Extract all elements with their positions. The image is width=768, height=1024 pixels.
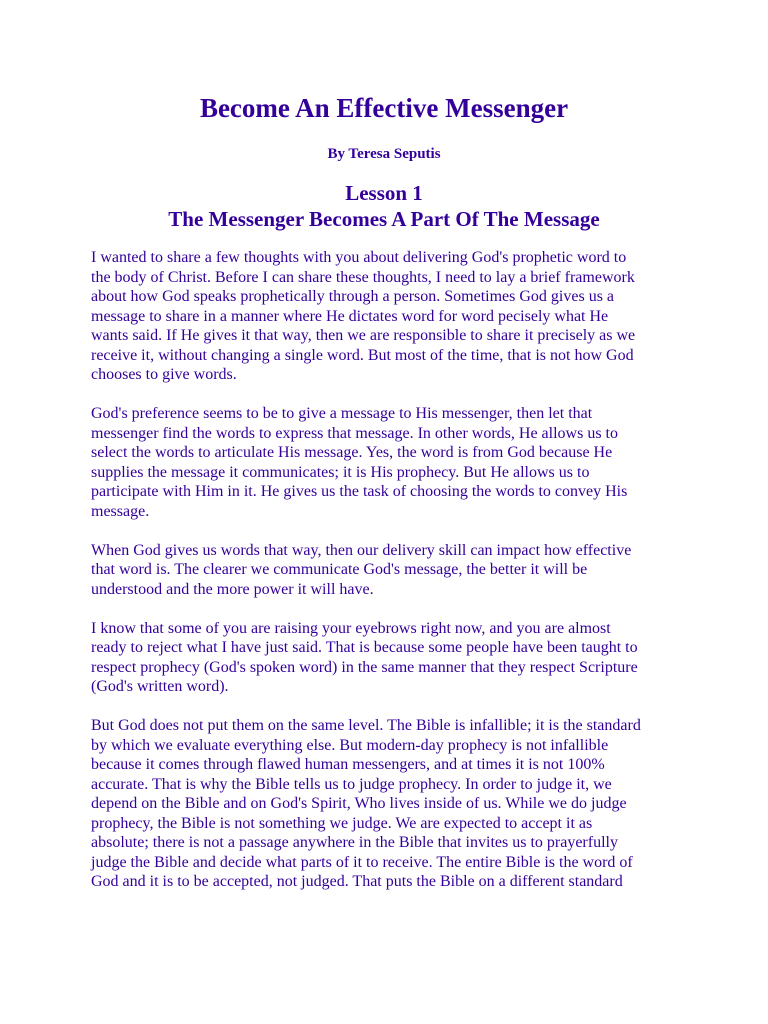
paragraph-line: accurate. That is why the Bible tells us to judge prophecy. In order to judge it, we <box>91 775 612 793</box>
paragraph-line: message. <box>91 502 150 520</box>
paragraph-line: But God does not put them on the same level. The Bible is infallible; it is the standard <box>91 717 641 734</box>
paragraph-line: participate with Him in it. He gives us the task of choosing the words to convey His <box>91 483 628 500</box>
paragraph-line: chooses to give words. <box>91 366 237 383</box>
paragraph-line: depend on the Bible and on God's Spirit, Who lives inside of us. While we do judge <box>91 795 627 812</box>
paragraph-line: because it comes through flawed human messengers, and at times it is not 100% <box>91 756 605 773</box>
paragraph <box>91 248 691 385</box>
paragraph-line: (God's written word). <box>91 678 229 695</box>
paragraph-line: that word is. The clearer we communicate God's message, the better it will be <box>91 561 588 578</box>
paragraph-line: prophecy, the Bible is not something we judge. We are expected to accept it as <box>91 814 593 832</box>
paragraph-line: respect prophecy (God's spoken word) in the same manner that they respect Scripture <box>91 658 638 676</box>
paragraph-line: judge the Bible and decide what parts of it to receive. The entire Bible is the word of <box>91 853 633 871</box>
paragraph-line: supplies the message it communicates; it is His prophecy. But He allows us to <box>91 463 590 481</box>
paragraph-line: the body of Christ. Before I can share these thoughts, I need to lay a brief framework <box>91 268 635 286</box>
paragraph-line: I wanted to share a few thoughts with you about delivering God's prophetic word to <box>91 249 627 266</box>
document-title: Become An Effective Messenger <box>199 93 569 123</box>
paragraph-line: messenger find the words to express that message. In other words, He allows us to <box>91 424 618 442</box>
paragraph-line: God and it is to be accepted, not judged. That puts the Bible on a different standard <box>91 873 623 890</box>
paragraph-line: ready to reject what I have just said. That is because some people have been taught to <box>91 639 638 656</box>
body-text <box>91 248 691 911</box>
paragraph-line: message to share in a manner where He dictates word for word pecisely what He <box>91 307 609 325</box>
paragraph-line: God's preference seems to be to give a message to His messenger, then let that <box>91 405 593 422</box>
paragraph <box>91 716 691 892</box>
paragraph <box>91 404 691 521</box>
paragraph-line: about how God speaks prophetically through a person. Sometimes God gives us a <box>91 288 615 305</box>
paragraph-line: When God gives us words that way, then our delivery skill can impact how effective <box>91 541 632 559</box>
paragraph-line: wants said. If He gives it that way, then we are responsible to share it precisely as we <box>91 327 636 344</box>
paragraph-line: absolute; there is not a passage anywhere in the Bible that invites us to prayerfully <box>91 834 618 851</box>
paragraph-line: understood and the more power it will have. <box>91 580 374 598</box>
paragraph-line: select the words to articulate His message. Yes, the word is from God because He <box>91 444 613 461</box>
author-byline: By Teresa Seputis <box>327 146 441 162</box>
lesson-title: The Messenger Becomes A Part Of The Message <box>168 207 600 231</box>
lesson-number: Lesson 1 <box>345 181 423 205</box>
paragraph <box>91 541 691 600</box>
paragraph-line: by which we evaluate everything else. But modern-day prophecy is not infallible <box>91 736 609 754</box>
paragraph-line: receive it, without changing a single word. But most of the time, that is not how God <box>91 346 634 364</box>
paragraph-line: I know that some of you are raising your eyebrows right now, and you are almost <box>91 619 611 637</box>
paragraph <box>91 619 691 697</box>
